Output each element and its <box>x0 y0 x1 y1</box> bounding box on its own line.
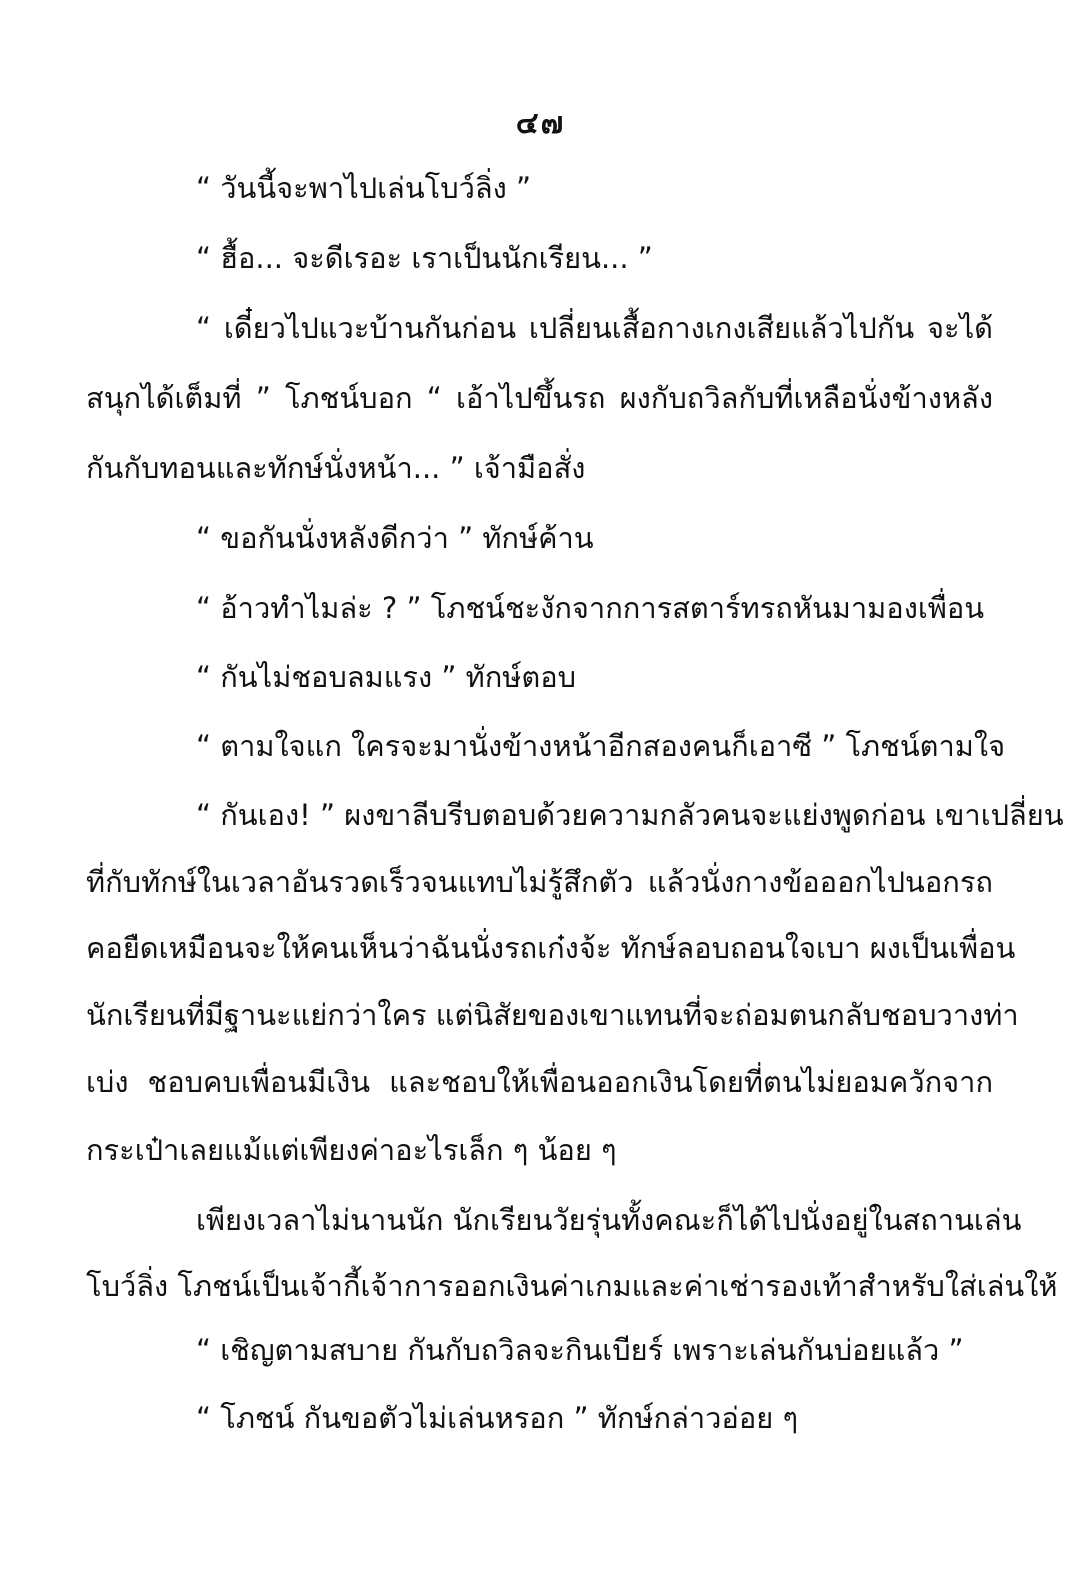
text-line: “ เชิญตามสบาย กันกับถวิลจะกินเบียร์ เพราะเล่นกันบ่อยแล้ว ” <box>196 1333 964 1367</box>
text-line: นักเรียนที่มีฐานะแย่กว่าใคร แต่นิสัยของเขาแทนที่จะถ่อมตนกลับชอบวางท่า <box>86 998 1019 1032</box>
text-line: กันกับทอนและทักษ์นั่งหน้า... ” เจ้ามือสั่ง <box>86 451 586 485</box>
text-line: “ วันนี้จะพาไปเล่นโบว์ลิ่ง ” <box>196 171 532 205</box>
text-line: “ เดี๋ยวไปแวะบ้านกันก่อน เปลี่ยนเสื้อกางเกงเสียแล้วไปกัน จะได้ <box>196 311 993 345</box>
text-line: คอยืดเหมือนจะให้คนเห็นว่าฉันนั่งรถเก๋งจ้ะ ทักษ์ลอบถอนใจเบา ผงเป็นเพื่อน <box>86 931 1016 965</box>
text-line: เพียงเวลาไม่นานนัก นักเรียนวัยรุ่นทั้งคณะก็ได้ไปนั่งอยู่ในสถานเล่น <box>196 1203 1022 1237</box>
text-line: เบ่ง ชอบคบเพื่อนมีเงิน และชอบให้เพื่อนออกเงินโดยที่ตนไม่ยอมควักจาก <box>86 1065 993 1099</box>
text-line: “ โภชน์ กันขอตัวไม่เล่นหรอก ” ทักษ์กล่าวอ่อย ๆ <box>196 1401 799 1435</box>
text-line: “ อ้าวทำไมล่ะ ? ” โภชน์ชะงักจากการสตาร์ทรถหันมามองเพื่อน <box>196 591 985 625</box>
text-line: โบว์ลิ่ง โภชน์เป็นเจ้ากี้เจ้าการออกเงินค่าเกมและค่าเช่ารองเท้าสำหรับใส่เล่นให้ <box>86 1269 1058 1303</box>
text-line: “ ฮื้อ... จะดีเรอะ เราเป็นนักเรียน... ” <box>196 241 653 275</box>
text-line: สนุกได้เต็มที่ ” โภชน์บอก “ เอ้าไปขึ้นรถ ผงกับถวิลกับที่เหลือนั่งข้างหลัง <box>86 381 993 415</box>
text-line: กระเป๋าเลยแม้แต่เพียงค่าอะไรเล็ก ๆ น้อย ๆ <box>86 1133 617 1167</box>
text-line: ที่กับทักษ์ในเวลาอันรวดเร็วจนแทบไม่รู้สึกตัว แล้วนั่งกางข้อออกไปนอกรถ <box>86 865 993 899</box>
text-line: “ กันไม่ชอบลมแรง ” ทักษ์ตอบ <box>196 660 577 694</box>
page-number: ๔๗ <box>515 106 566 141</box>
text-line: “ ขอกันนั่งหลังดีกว่า ” ทักษ์ค้าน <box>196 521 594 555</box>
text-line: “ ตามใจแก ใครจะมานั่งข้างหน้าอีกสองคนก็เอาซี ” โภชน์ตามใจ <box>196 729 1006 763</box>
text-line: “ กันเอง! ” ผงขาลีบรีบตอบด้วยความกลัวคนจะแย่งพูดก่อน เขาเปลี่ยน <box>196 798 1064 832</box>
